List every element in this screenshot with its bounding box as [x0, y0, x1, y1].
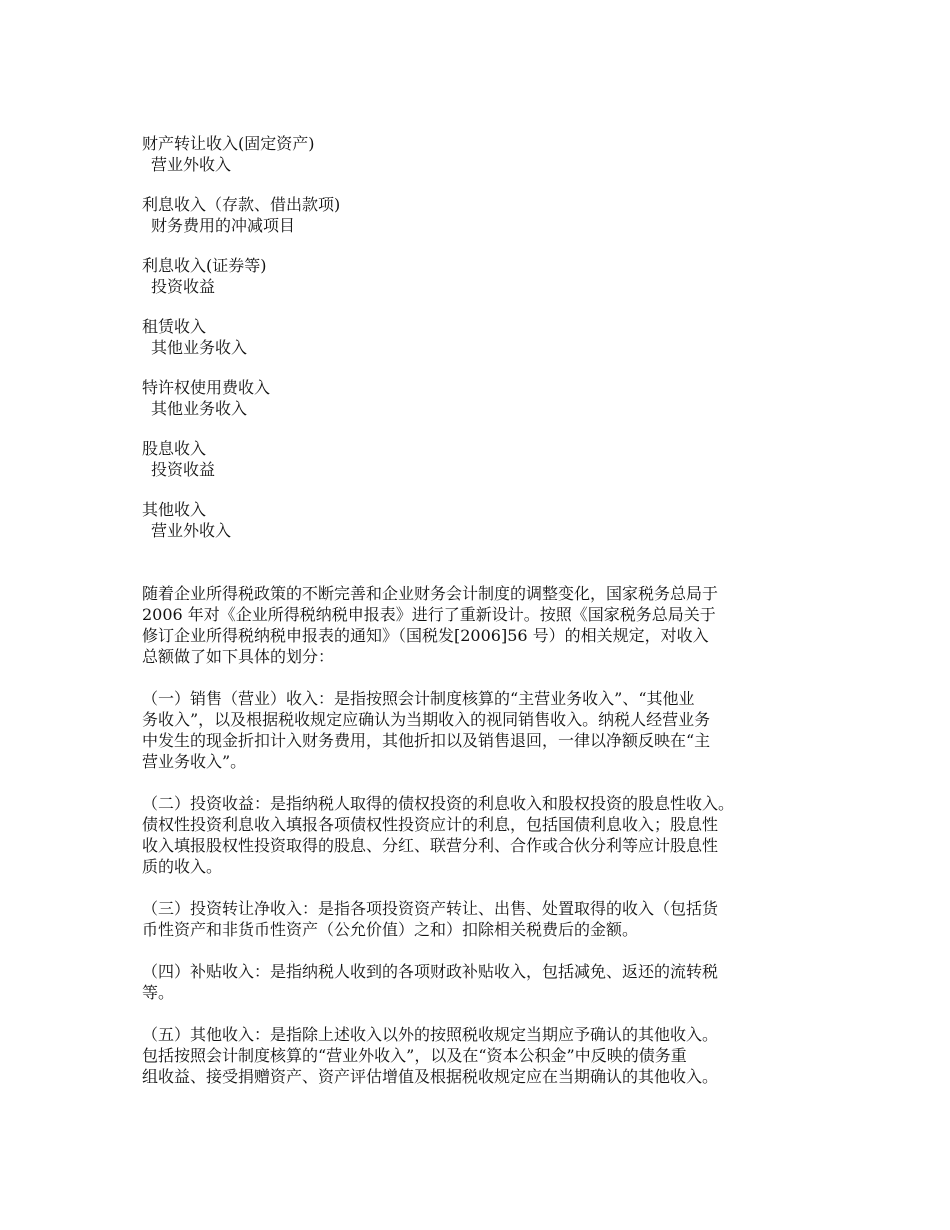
text-line: 修订企业所得税纳税申报表的通知》（国税发[2006]56 号）的相关规定，对收入 — [142, 626, 709, 645]
body-text — [142, 583, 832, 1087]
investment-income-paragraph — [142, 793, 832, 877]
accounting-category: 营业外收入 — [151, 521, 232, 540]
text-line: （二）投资收益：是指纳税人取得的债权投资的利息收入和股权投资的股息性收入。 — [142, 794, 735, 813]
accounting-category: 营业外收入 — [151, 155, 232, 174]
list-item — [142, 377, 832, 419]
text-line: （四）补贴收入：是指纳税人收到的各项财政补贴收入，包括减免、返还的流转税 — [142, 962, 719, 981]
text-line: 随着企业所得税政策的不断完善和企业财务会计制度的调整变化，国家税务总局于 — [142, 584, 719, 603]
income-item: 租赁收入 — [142, 317, 207, 336]
other-income-paragraph — [142, 1024, 832, 1087]
accounting-category: 投资收益 — [151, 277, 216, 296]
text-line: 币性资产和非货币性资产（公允价值）之和）扣除相关税费后的金额。 — [142, 920, 639, 939]
income-item: 其他收入 — [142, 500, 207, 519]
text-line: 等。 — [142, 983, 175, 1002]
document-page — [142, 133, 832, 1108]
list-item — [142, 316, 832, 358]
investment-transfer-paragraph — [142, 898, 832, 940]
text-line: （五）其他收入：是指除上述收入以外的按照税收规定当期应予确认的其他收入。 — [142, 1025, 719, 1044]
list-item — [142, 133, 832, 175]
list-item — [142, 194, 832, 236]
accounting-category: 投资收益 — [151, 460, 216, 479]
sales-revenue-paragraph — [142, 688, 832, 772]
income-item: 利息收入(证券等) — [142, 256, 267, 275]
list-item — [142, 499, 832, 541]
text-line: 质的收入。 — [142, 857, 223, 876]
text-line: 营业务收入”。 — [142, 752, 247, 771]
subsidy-income-paragraph — [142, 961, 832, 1003]
income-category-list — [142, 133, 832, 541]
income-item: 股息收入 — [142, 439, 207, 458]
intro-paragraph — [142, 583, 832, 667]
text-line: 收入填报股权性投资取得的股息、分红、联营分利、合作或合伙分利等应计股息性 — [142, 836, 719, 855]
text-line: 组收益、接受捐赠资产、资产评估增值及根据税收规定应在当期确认的其他收入。 — [142, 1067, 719, 1086]
accounting-category: 其他业务收入 — [151, 399, 248, 418]
text-line: 2006 年对《企业所得税纳税申报表》进行了重新设计。按照《国家税务总局关于 — [142, 605, 716, 624]
income-item: 财产转让收入(固定资产) — [142, 134, 315, 153]
income-item: 特许权使用费收入 — [142, 378, 271, 397]
text-line: 总额做了如下具体的划分： — [142, 647, 335, 666]
text-line: 包括按照会计制度核算的“营业外收入”，以及在“资本公积金”中反映的债务重 — [142, 1046, 687, 1065]
text-line: （三）投资转让净收入：是指各项投资资产转让、出售、处置取得的收入（包括货 — [142, 899, 719, 918]
accounting-category: 其他业务收入 — [151, 338, 248, 357]
accounting-category: 财务费用的冲减项目 — [151, 216, 296, 235]
text-line: 债权性投资利息收入填报各项债权性投资应计的利息，包括国债利息收入；股息性 — [142, 815, 719, 834]
text-line: （一）销售（营业）收入：是指按照会计制度核算的“主营业务收入”、“其他业 — [142, 689, 695, 708]
list-item — [142, 255, 832, 297]
text-line: 务收入”，以及根据税收规定应确认为当期收入的视同销售收入。纳税人经营业务 — [142, 710, 711, 729]
list-item — [142, 438, 832, 480]
text-line: 中发生的现金折扣计入财务费用，其他折扣以及销售退回，一律以净额反映在“主 — [142, 731, 711, 750]
income-item: 利息收入（存款、借出款项) — [142, 195, 341, 214]
